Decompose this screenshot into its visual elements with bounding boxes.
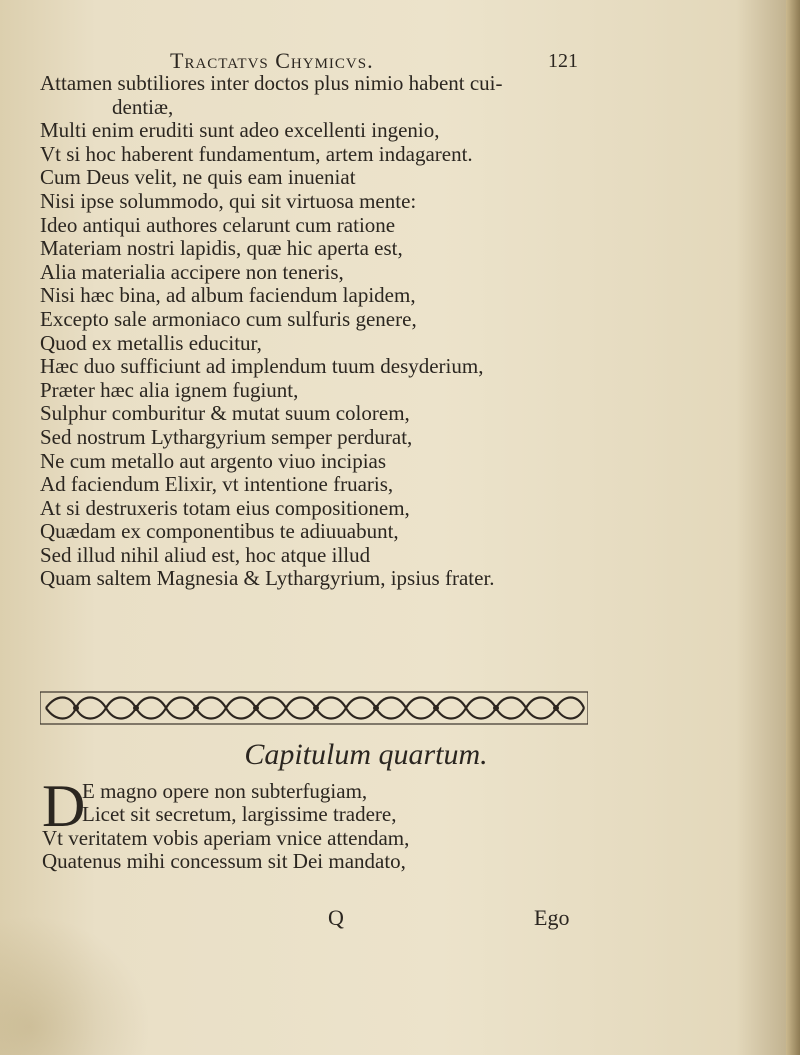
text-line: Præter hæc alia ignem fugiunt,: [40, 377, 299, 402]
text-line: Ne cum metallo aut argento viuo incipias: [40, 448, 387, 473]
paper-stain: [0, 915, 150, 1055]
text-line: Attamen subtiliores inter doctos plus nimio habent cui-: [40, 71, 503, 95]
text-line: Sed nostrum Lythargyrium semper perdurat,: [40, 424, 413, 449]
text-line: Hæc duo sufficiunt ad implendum tuum desyderium,: [40, 354, 484, 379]
page-number: 121: [548, 50, 578, 72]
text-line: dentiæ,: [112, 94, 174, 119]
text-line: Sulphur comburitur & mutat suum colorem,: [40, 401, 410, 426]
chapter-text: [42, 773, 602, 874]
text-line: Quatenus mihi concessum sit Dei mandato,: [42, 849, 406, 874]
running-title: Tractatvs Chymicvs.: [170, 48, 374, 73]
text-line: Excepto sale armoniaco cum sulfuris genere,: [40, 306, 417, 331]
text-line: Nisi ipse solummodo, qui sit virtuosa mente:: [40, 188, 417, 213]
signature-mark: Q: [328, 905, 344, 930]
catchword: Ego: [534, 905, 570, 930]
text-line: Nisi hæc bina, ad album faciendum lapidem,: [40, 283, 416, 308]
text-line: Ideo antiqui authores celarunt cum ratione: [40, 212, 396, 237]
text-line: Sed illud nihil aliud est, hoc atque illud: [40, 542, 371, 567]
text-line: Vt veritatem vobis aperiam vnice attendam,: [42, 825, 410, 850]
text-line: Materiam nostri lapidis, quæ hic aperta est,: [40, 236, 403, 261]
decorative-ornament-band: [40, 690, 588, 726]
page-edge: [786, 0, 800, 1055]
text-line: At si destruxeris totam eius compositionem,: [40, 495, 410, 520]
chapter-title-text: Capitulum quartum.: [244, 738, 488, 771]
text-line: Ad faciendum Elixir, vt intentione fruaris,: [40, 472, 394, 497]
poem-text: [40, 72, 600, 591]
text-line: Quod ex metallis educitur,: [40, 330, 262, 355]
text-line: Quædam ex componentibus te adiuuabunt,: [40, 519, 399, 544]
text-line: Licet sit secretum, largissime tradere,: [82, 802, 397, 827]
text-line: Quam saltem Magnesia & Lythargyrium, ipsius frater.: [40, 566, 495, 591]
text-line: Multi enim eruditi sunt adeo excellenti ingenio,: [40, 118, 440, 143]
chapter-title: [0, 738, 800, 772]
text-line: E magno opere non subterfugiam,: [82, 779, 368, 803]
text-line: Vt si hoc haberent fundamentum, artem indagarent.: [40, 141, 473, 166]
drop-cap: D: [42, 773, 86, 839]
text-line: Alia materialia accipere non teneris,: [40, 259, 344, 284]
catchwords: [0, 905, 800, 935]
text-line: Cum Deus velit, ne quis eam inueniat: [40, 165, 356, 190]
